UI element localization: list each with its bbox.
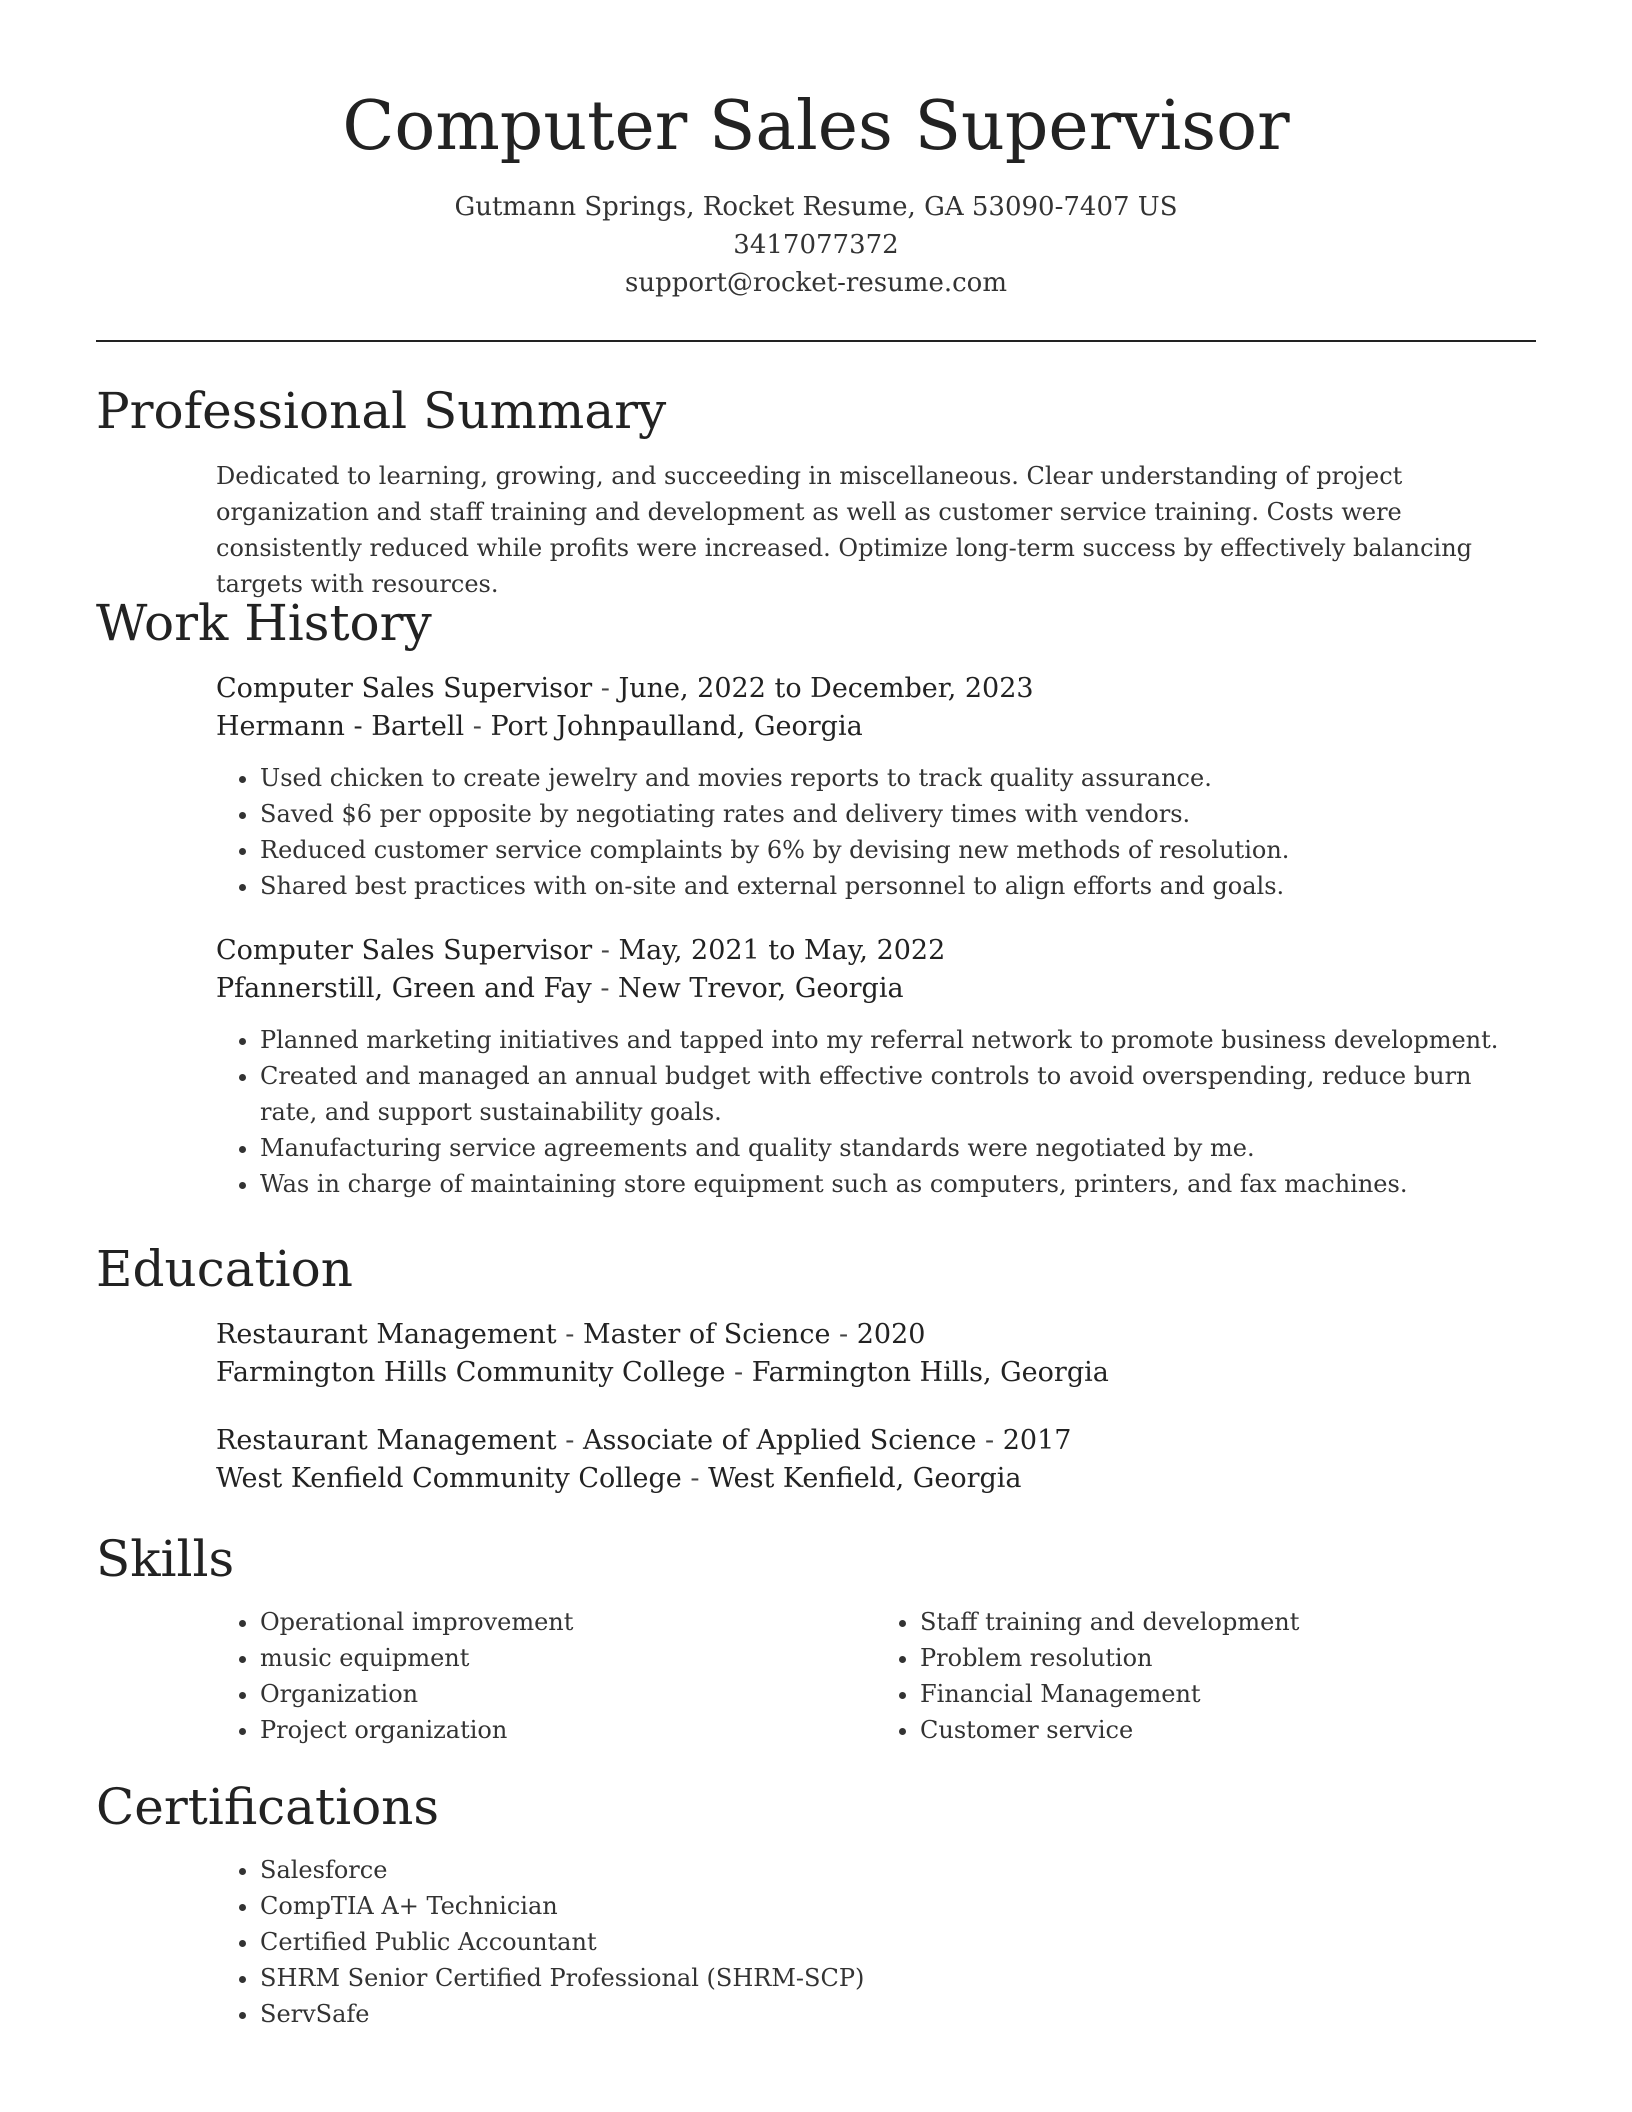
education-school-line: West Kenfield Community College - West Kenfield, Georgia	[216, 1463, 1022, 1494]
job-company: Hermann - Bartell	[216, 711, 465, 742]
resume-header	[0, 80, 1632, 302]
education-degree: Associate of Applied Science	[582, 1425, 977, 1456]
job-title: Computer Sales Supervisor	[216, 935, 593, 966]
job-company-line: Hermann - Bartell - Port Johnpaulland, Georgia	[216, 711, 863, 742]
job-title-line: Computer Sales Supervisor - June, 2022 to December, 2023	[216, 673, 1034, 704]
certification-item: • Certified Public Accountant	[260, 1924, 1536, 1960]
certifications-list-wrap	[216, 1852, 1536, 2032]
education-year: 2017	[1002, 1425, 1072, 1456]
job-bullet: • Used chicken to create jewelry and movies reports to track quality assurance.	[260, 760, 1536, 796]
contact-address: Gutmann Springs, Rocket Resume, GA 53090-7407 US	[454, 192, 1178, 222]
skill-item: • Financial Management	[920, 1676, 1536, 1712]
certifications-list	[216, 1852, 1536, 2032]
skill-item: • Organization	[260, 1676, 876, 1712]
job-bullet: • Shared best practices with on-site and external personnel to align efforts and goals.	[260, 868, 1536, 904]
skill-item: • Problem resolution	[920, 1640, 1536, 1676]
certifications-section	[96, 1774, 1536, 2032]
education-location: West Kenfield, Georgia	[708, 1463, 1022, 1494]
job-location: New Trevor, Georgia	[618, 973, 904, 1004]
skills-heading: Skills	[96, 1530, 235, 1588]
job-bullet: • Was in charge of maintaining store equipment such as computers, printers, and fax machines.	[260, 1166, 1536, 1202]
education-field: Restaurant Management	[216, 1425, 557, 1456]
skills-columns	[216, 1604, 1536, 1748]
skill-item: • music equipment	[260, 1640, 876, 1676]
summary-section	[96, 378, 1536, 602]
contact-phone: 3417077372	[733, 230, 899, 260]
job-company: Pfannerstill, Green and Fay	[216, 973, 592, 1004]
job-bullet: • Planned marketing initiatives and tapped into my referral network to promote business development.	[260, 1022, 1536, 1058]
education-school: Farmington Hills Community College	[216, 1357, 726, 1388]
certification-item: • SHRM Senior Certified Professional (SHRM-SCP)	[260, 1960, 1536, 1996]
education-school: West Kenfield Community College	[216, 1463, 682, 1494]
skill-item: • Project organization	[260, 1712, 876, 1748]
contact-info	[0, 188, 1632, 302]
certification-item: • ServSafe	[260, 1996, 1536, 2032]
work-history-section	[96, 590, 1536, 1202]
skill-item: • Staff training and development	[920, 1604, 1536, 1640]
certification-item: • Salesforce	[260, 1852, 1536, 1888]
job-entry	[216, 670, 1536, 904]
education-degree-line: Restaurant Management - Associate of Applied Science - 2017	[216, 1425, 1072, 1456]
job-title-line: Computer Sales Supervisor - May, 2021 to May, 2022	[216, 935, 946, 966]
summary-heading: Professional Summary	[96, 382, 667, 440]
job-bullet: • Manufacturing service agreements and quality standards were negotiated by me.	[260, 1130, 1536, 1166]
job-bullet: • Reduced customer service complaints by 6% by devising new methods of resolution.	[260, 832, 1536, 868]
skills-list-right	[876, 1604, 1536, 1748]
education-year: 2020	[856, 1319, 926, 1350]
education-location: Farmington Hills, Georgia	[751, 1357, 1109, 1388]
education-field: Restaurant Management	[216, 1319, 557, 1350]
job-bullets	[216, 1022, 1536, 1202]
work-history-heading: Work History	[96, 594, 432, 652]
job-company-line: Pfannerstill, Green and Fay - New Trevor, Georgia	[216, 973, 904, 1004]
job-bullet: • Created and managed an annual budget with effective controls to avoid overspending, reduce burn rate, and support sustainability goals.	[260, 1058, 1536, 1130]
skill-item: • Customer service	[920, 1712, 1536, 1748]
job-bullet: • Saved $6 per opposite by negotiating rates and delivery times with vendors.	[260, 796, 1536, 832]
education-school-line: Farmington Hills Community College - Farmington Hills, Georgia	[216, 1357, 1109, 1388]
education-section	[96, 1236, 1536, 1498]
education-heading: Education	[96, 1240, 353, 1298]
job-dates: June, 2022 to December, 2023	[618, 673, 1034, 704]
job-title: Computer Sales Supervisor	[216, 673, 593, 704]
contact-email: support@rocket-resume.com	[624, 268, 1007, 298]
job-entry	[216, 932, 1536, 1202]
education-entry	[216, 1422, 1536, 1498]
candidate-name: Computer Sales Supervisor	[342, 87, 1290, 166]
certifications-heading: Certifications	[96, 1778, 440, 1836]
certification-item: • CompTIA A+ Technician	[260, 1888, 1536, 1924]
education-entry	[216, 1316, 1536, 1392]
skills-list-left	[216, 1604, 876, 1748]
job-dates: May, 2021 to May, 2022	[618, 935, 946, 966]
skill-item: • Operational improvement	[260, 1604, 876, 1640]
summary-text: Dedicated to learning, growing, and succeeding in miscellaneous. Clear understanding of project organization and staff training and development as well as customer service training. Costs were consistently reduced while profits were increased. Optimize long-term success by effectively balancing targets with resources.	[216, 462, 1473, 598]
job-bullets	[216, 760, 1536, 904]
education-degree-line: Restaurant Management - Master of Science - 2020	[216, 1319, 926, 1350]
header-divider	[96, 340, 1536, 342]
education-degree: Master of Science	[582, 1319, 831, 1350]
skills-section	[96, 1526, 1536, 1748]
job-location: Port Johnpaulland, Georgia	[490, 711, 863, 742]
